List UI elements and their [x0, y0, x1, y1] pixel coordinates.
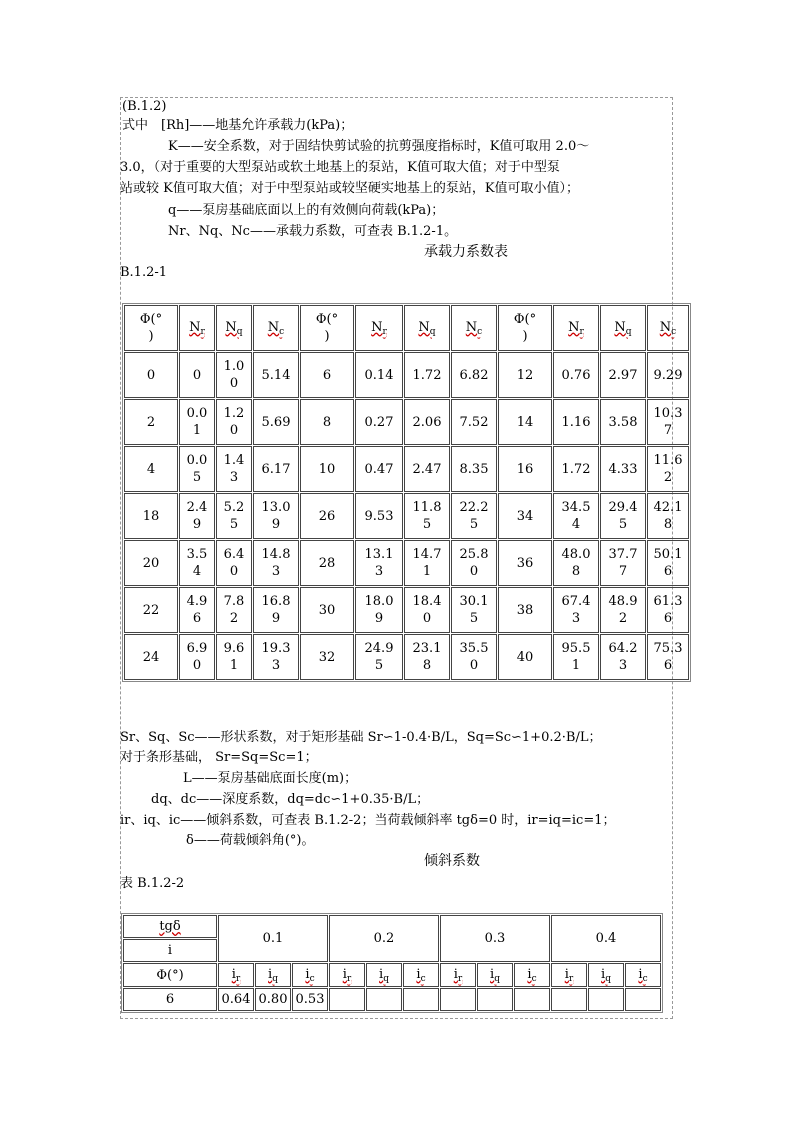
table1-cell: 2.4 9: [179, 493, 215, 539]
table1-label: B.1.2-1: [120, 265, 168, 280]
table1-cell: 14.8 3: [253, 540, 299, 586]
table1-cell: 7.52: [451, 399, 497, 445]
table2-label: 表 B.1.2-2: [120, 876, 185, 891]
inclination-sub-header: $i_r$: [551, 963, 587, 987]
table1-header-cell: $N_q$: [600, 305, 646, 351]
table1-header-cell: $N_c$: [253, 305, 299, 351]
table2-cell: [551, 988, 587, 1011]
table1-cell: 32: [300, 634, 354, 680]
table1-cell: 2.06: [404, 399, 450, 445]
table1-cell: 1.0 0: [216, 352, 252, 398]
table1-cell: 0: [124, 352, 178, 398]
table1-cell: 19.3 3: [253, 634, 299, 680]
table2-cell: [403, 988, 439, 1011]
table1-cell: 10.3 7: [647, 399, 689, 445]
table1-cell: 20: [124, 540, 178, 586]
table1-cell: 11.6 2: [647, 446, 689, 492]
shape-coefficient-line-1: Sr、Sq、Sc——形状系数，对于矩形基础 Sr∽1-0.4·B/L，Sq=Sc∽1+0.2·B/L；: [120, 730, 602, 745]
table1-cell: 9.53: [355, 493, 403, 539]
table1-header-cell: Φ(° ): [124, 305, 178, 351]
table1-cell: 50.1 6: [647, 540, 689, 586]
table1-cell: 26: [300, 493, 354, 539]
inclination-coefficient: ir、iq、ic——倾斜系数，可查表 B.1.2-2；当荷载倾斜率 tgδ=0 时，ir=iq=ic=1；: [120, 813, 616, 828]
table1-header-cell: $N_r$: [355, 305, 403, 351]
table1-cell: 5.14: [253, 352, 299, 398]
inclination-sub-header: $i_q$: [255, 963, 291, 987]
inclination-sub-header: $i_r$: [440, 963, 476, 987]
table1-cell: 48.9 2: [600, 587, 646, 633]
n-definition: Nr、Nq、Nc——承载力系数，可查表 B.1.2-1。: [168, 224, 458, 239]
table1-cell: 40: [498, 634, 552, 680]
table1-cell: 2.97: [600, 352, 646, 398]
table1-header-cell: Φ(° ): [300, 305, 354, 351]
table1-cell: 14: [498, 399, 552, 445]
table1-cell: 36: [498, 540, 552, 586]
phi-header: Φ(°): [123, 963, 217, 987]
table1-cell: 13.1 3: [355, 540, 403, 586]
delta-definition: δ——荷载倾斜角(°)。: [186, 833, 315, 848]
table1-header-cell: $N_r$: [179, 305, 215, 351]
table1-cell: 14.7 1: [404, 540, 450, 586]
inclination-sub-header: $i_c$: [625, 963, 661, 987]
table1-cell: 18: [124, 493, 178, 539]
table1-cell: 7.8 2: [216, 587, 252, 633]
table1-header-cell: $N_r$: [553, 305, 599, 351]
table1-cell: 18.0 9: [355, 587, 403, 633]
table1-cell: 1.2 0: [216, 399, 252, 445]
table2-cell: 0.64: [218, 988, 254, 1011]
table1-cell: 37.7 7: [600, 540, 646, 586]
i-header: i: [123, 939, 217, 962]
inclination-sub-header: $i_r$: [329, 963, 365, 987]
table1-row: [124, 399, 689, 445]
table2-cell: [625, 988, 661, 1011]
table1-cell: 5.2 5: [216, 493, 252, 539]
table1-cell: 0.0 1: [179, 399, 215, 445]
table1-cell: 6.4 0: [216, 540, 252, 586]
table1-row: [124, 493, 689, 539]
table1-cell: 16: [498, 446, 552, 492]
table1-cell: 28: [300, 540, 354, 586]
table1-cell: 6.9 0: [179, 634, 215, 680]
table1-row: [124, 634, 689, 680]
inclination-sub-header: $i_r$: [218, 963, 254, 987]
table1-cell: 1.16: [553, 399, 599, 445]
table1-header-cell: Φ(° ): [498, 305, 552, 351]
table1-cell: 24: [124, 634, 178, 680]
table1-cell: 2: [124, 399, 178, 445]
inclination-group-header: 0.4: [551, 915, 661, 962]
table1-cell: 6.82: [451, 352, 497, 398]
table2-title: 倾斜系数: [424, 853, 480, 869]
table2-cell: [440, 988, 476, 1011]
table1-cell: 61.3 6: [647, 587, 689, 633]
table1-cell: 16.8 9: [253, 587, 299, 633]
table1-cell: 18.4 0: [404, 587, 450, 633]
table1-row: [124, 352, 689, 398]
table1-cell: 29.4 5: [600, 493, 646, 539]
table1-cell: 64.2 3: [600, 634, 646, 680]
inclination-sub-header: $i_c$: [292, 963, 328, 987]
table1-cell: 0.27: [355, 399, 403, 445]
table1-cell: 25.8 0: [451, 540, 497, 586]
table1-cell: 9.6 1: [216, 634, 252, 680]
table1-header-cell: $N_q$: [216, 305, 252, 351]
table2-cell: 0.53: [292, 988, 328, 1011]
inclination-group-header: 0.3: [440, 915, 550, 962]
table1-row: [124, 446, 689, 492]
table1-cell: 22: [124, 587, 178, 633]
table1-cell: 6.17: [253, 446, 299, 492]
table1-cell: 24.9 5: [355, 634, 403, 680]
table1-cell: 35.5 0: [451, 634, 497, 680]
table1-cell: 42.1 8: [647, 493, 689, 539]
table1-cell: 30.1 5: [451, 587, 497, 633]
table1-header-cell: $N_c$: [451, 305, 497, 351]
table1-title: 承载力系数表: [424, 244, 508, 260]
inclination-sub-header: $i_q$: [588, 963, 624, 987]
table1-row: [124, 587, 689, 633]
table1-cell: 0.47: [355, 446, 403, 492]
table1-cell: 30: [300, 587, 354, 633]
table1-cell: 6: [300, 352, 354, 398]
table1-cell: 12: [498, 352, 552, 398]
k-definition-2: 3.0，（对于重要的大型泵站或软土地基上的泵站，K值可取大值；对于中型泵: [120, 160, 560, 175]
table2-cell: 6: [123, 988, 217, 1011]
table2-row: [123, 988, 661, 1011]
table1-cell: 23.1 8: [404, 634, 450, 680]
table1-cell: 38: [498, 587, 552, 633]
table1-cell: 4.9 6: [179, 587, 215, 633]
k-definition-3: 站或较 K值可取大值；对于中型泵站或较坚硬实地基上的泵站，K值可取小值）；: [120, 181, 580, 196]
inclination-sub-header: $i_c$: [403, 963, 439, 987]
q-definition: q——泵房基础底面以上的有效侧向荷载(kPa)；: [168, 203, 445, 218]
k-definition-1: K——安全系数，对于固结快剪试验的抗剪强度指标时，K值可取用 2.0～: [168, 139, 590, 154]
rh-definition: 式中 [Rh]——地基允许承载力(kPa)；: [122, 118, 354, 133]
table1-cell: 67.4 3: [553, 587, 599, 633]
inclination-sub-header: $i_q$: [477, 963, 513, 987]
depth-coefficient: dq、dc——深度系数，dq=dc∽1+0.35·B/L；: [151, 792, 430, 807]
table2-cell: [588, 988, 624, 1011]
inclination-sub-header: $i_q$: [366, 963, 402, 987]
table1-cell: 8.35: [451, 446, 497, 492]
table1-cell: 10: [300, 446, 354, 492]
table2-cell: [477, 988, 513, 1011]
table1-cell: 2.47: [404, 446, 450, 492]
table1-cell: 13.0 9: [253, 493, 299, 539]
inclination-group-header: 0.2: [329, 915, 439, 962]
table1-cell: 0: [179, 352, 215, 398]
table1-cell: 0.14: [355, 352, 403, 398]
table1-cell: 11.8 5: [404, 493, 450, 539]
table1-cell: 75.3 6: [647, 634, 689, 680]
table1-cell: 1.72: [404, 352, 450, 398]
tg-delta-header: tgδ: [123, 915, 217, 938]
table1-cell: 4.33: [600, 446, 646, 492]
table1-cell: 8: [300, 399, 354, 445]
table1-cell: 34: [498, 493, 552, 539]
inclination-table: [121, 913, 663, 1013]
shape-coefficient-line-2: 对于条形基础， Sr=Sq=Sc=1；: [120, 750, 318, 765]
table1-row: [124, 540, 689, 586]
table1-header-cell: $N_c$: [647, 305, 689, 351]
length-definition: L——泵房基础底面长度(m)；: [183, 771, 358, 786]
table1-cell: 48.0 8: [553, 540, 599, 586]
table2-cell: [329, 988, 365, 1011]
table1-cell: 34.5 4: [553, 493, 599, 539]
table1-cell: 1.72: [553, 446, 599, 492]
inclination-sub-header: $i_c$: [514, 963, 550, 987]
table1-cell: 1.4 3: [216, 446, 252, 492]
inclination-group-header: 0.1: [218, 915, 328, 962]
table1-cell: 3.58: [600, 399, 646, 445]
table2-cell: 0.80: [255, 988, 291, 1011]
table2-cell: [514, 988, 550, 1011]
table2-cell: [366, 988, 402, 1011]
bearing-capacity-table: [122, 303, 691, 682]
table1-cell: 95.5 1: [553, 634, 599, 680]
table1-cell: 0.0 5: [179, 446, 215, 492]
table1-cell: 5.69: [253, 399, 299, 445]
equation-label: (B.1.2): [122, 99, 167, 114]
table1-header-cell: $N_q$: [404, 305, 450, 351]
table1-cell: 4: [124, 446, 178, 492]
table1-cell: 22.2 5: [451, 493, 497, 539]
table1-cell: 9.29: [647, 352, 689, 398]
table1-cell: 0.76: [553, 352, 599, 398]
table1-cell: 3.5 4: [179, 540, 215, 586]
